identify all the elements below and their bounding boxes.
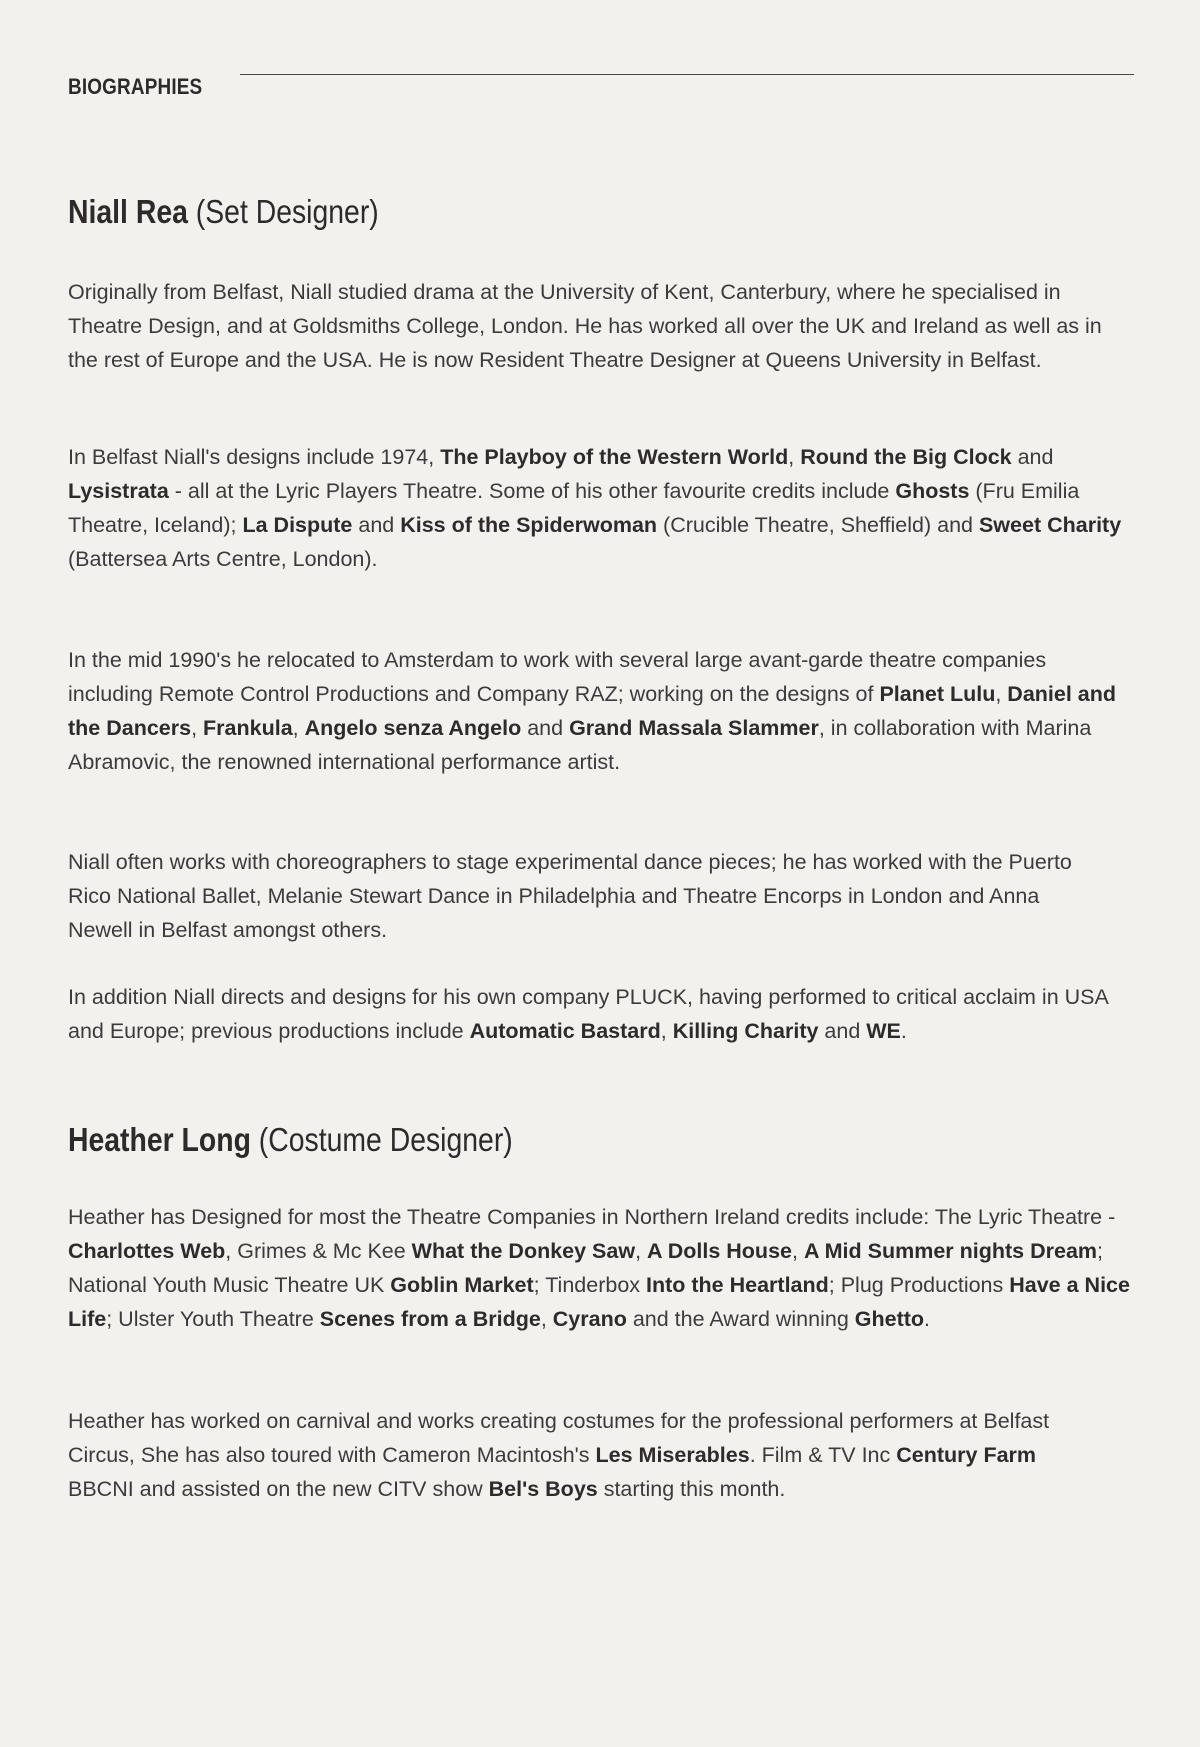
paragraph-text: Heather has Designed for most the Theatre Companies in Northern Ireland credits include: The Lyric Theatre - [68,1205,1116,1229]
bold-title-text: A Mid Summer nights Dream [803,1239,1098,1263]
paragraph-text: , [995,682,1008,706]
bold-title-text: WE [866,1019,901,1043]
paragraph-text: BBCNI and assisted on the new CITV show [68,1477,489,1501]
bold-title-text: Frankula [203,716,293,740]
bio-paragraph [68,1200,1138,1336]
paragraph-text: and [818,1019,867,1043]
paragraph-text: . [924,1307,931,1331]
bold-title-text: Kiss of the Spiderwoman [400,513,658,537]
bio-heather-long [68,1120,1128,1160]
bio-paragraph [68,643,1134,779]
bold-title-text: Ghetto [854,1307,925,1331]
bio-role: (Set Designer) [195,193,379,230]
paragraph-text: , [635,1239,648,1263]
paragraph-text: . Film & TV Inc [749,1443,897,1467]
paragraph-text: . [900,1019,907,1043]
paragraph-text: and the Award winning [626,1307,855,1331]
bold-title-text: Round the Big Clock [800,445,1012,469]
paragraph-text: , [292,716,305,740]
section-rule [240,74,1134,75]
bold-title-text: Daniel and the Dancers [68,682,1117,740]
bio-paragraph [68,275,1134,377]
paragraph-text: and [521,716,570,740]
bold-title-text: Sweet Charity [978,513,1122,537]
bio-heading [68,192,980,232]
paragraph-text: , [791,1239,804,1263]
paragraph-text: ; Ulster Youth Theatre [106,1307,320,1331]
paragraph-text: (Battersea Arts Centre, London). [68,547,378,571]
bold-title-text: Killing Charity [672,1019,819,1043]
bio-paragraph [68,1404,1098,1506]
bold-title-text: Into the Heartland [646,1273,829,1297]
bold-title-text: Planet Lulu [879,682,996,706]
bold-title-text: Automatic Bastard [469,1019,661,1043]
bio-paragraph [68,440,1128,576]
paragraph-text: starting this month. [597,1477,786,1501]
paragraph-text: Heather has worked on carnival and works creating costumes for the professional performers at Belfast Circus, She has also toured with Cameron Macintosh's [68,1409,1050,1467]
bold-title-text: A Dolls House [647,1239,792,1263]
bio-niall-rea [68,192,1128,232]
paragraph-text: ; Tinderbox [533,1273,646,1297]
bold-title-text: Charlottes Web [68,1239,226,1263]
bold-title-text: Cyrano [552,1307,627,1331]
paragraph-text: (Crucible Theatre, Sheffield) and [657,513,979,537]
bold-title-text: Les Miserables [595,1443,750,1467]
paragraph-text: , [660,1019,673,1043]
paragraph-text: (Fru Emilia Theatre, Iceland); [68,479,1080,537]
bio-heading [68,1120,980,1160]
paragraph-text: Niall often works with choreographers to stage experimental dance pieces; he has worked with the Puerto Rico National Ballet, Melanie Stewart Dance in Philadelphia and Theatre Encorps in London and Anna Newell in Belfast amongst others. [68,850,1072,942]
paragraph-text: In the mid 1990's he relocated to Amsterdam to work with several large avant-garde theatre companies including Remote Control Productions and Company RAZ; working on the designs of [68,648,1047,706]
paragraph-text: , in collaboration with Marina Abramovic, the renowned international performance artist. [68,716,1092,774]
paragraph-text: and [1011,445,1054,469]
section-header [68,70,1134,104]
bold-title-text: Lysistrata [68,479,169,503]
paragraph-text: , [788,445,801,469]
bold-title-text: Scenes from a Bridge [319,1307,541,1331]
bold-title-text: Century Farm [896,1443,1037,1467]
bio-paragraph [68,845,1098,947]
bold-title-text: What the Donkey Saw [411,1239,636,1263]
bold-title-text: Grand Massala Slammer [569,716,819,740]
paragraph-text: , Grimes & Mc Kee [225,1239,412,1263]
bold-title-text: The Playboy of the Western World [440,445,789,469]
bio-name: Heather Long [68,1121,251,1158]
paragraph-text: In addition Niall directs and designs for his own company PLUCK, having performed to critical acclaim in USA and Europe; previous productions include [68,985,1108,1043]
bold-title-text: Have a Nice Life [68,1273,1130,1331]
bio-paragraph [68,980,1128,1048]
paragraph-text: , [191,716,204,740]
paragraph-text: ; National Youth Music Theatre UK [68,1239,1104,1297]
bold-title-text: Bel's Boys [488,1477,598,1501]
bold-title-text: La Dispute [242,513,353,537]
bio-role: (Costume Designer) [258,1121,513,1158]
paragraph-text: Originally from Belfast, Niall studied drama at the University of Kent, Canterbury, where he specialised in Theatre Design, and at Goldsmiths College, London. He has worked all over the UK and Ireland as well as in the rest of Europe and the USA. He is now Resident Theatre Designer at Queens University in Belfast. [68,280,1102,372]
bio-name: Niall Rea [68,193,188,230]
paragraph-text: , [540,1307,553,1331]
paragraph-text: In Belfast Niall's designs include 1974, [68,445,441,469]
bold-title-text: Ghosts [895,479,970,503]
bold-title-text: Angelo senza Angelo [304,716,522,740]
paragraph-text: ; Plug Productions [828,1273,1010,1297]
bold-title-text: Goblin Market [390,1273,534,1297]
section-title: BIOGRAPHIES [68,74,203,99]
paragraph-text: and [352,513,401,537]
paragraph-text: - all at the Lyric Players Theatre. Some of his other favourite credits include [168,479,896,503]
